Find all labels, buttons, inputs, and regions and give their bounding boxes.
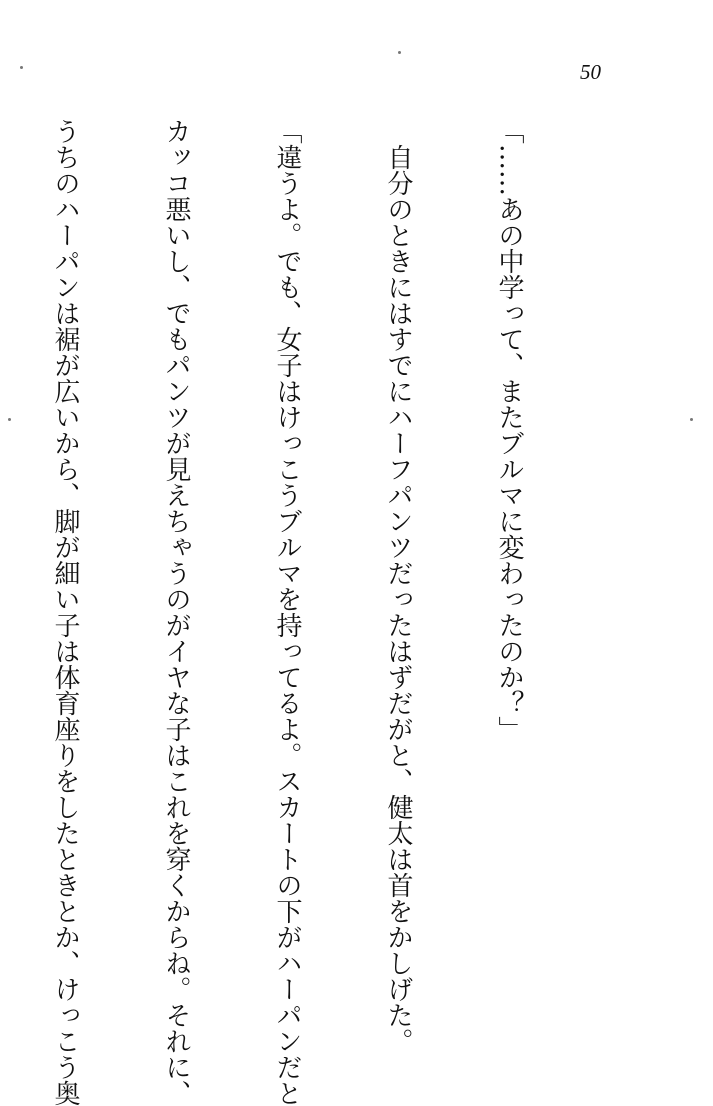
text-line: 「……あの中学って、またブルマに変わったのか？」 xyxy=(494,118,524,742)
text-line: 自分のときにはすでにハーフパンツだったはずだがと、健太は首をかしげた。 xyxy=(383,118,413,1054)
text-line: 「違うよ。でも、女子はけっこうブルマを持ってるよ。スカートの下がハーパンだと xyxy=(272,118,302,1106)
scan-speck xyxy=(8,418,11,421)
scan-speck xyxy=(20,66,23,69)
scan-speck xyxy=(690,418,693,421)
scan-speck xyxy=(398,51,401,54)
text-line: うちのハーパンは裾が広いから、脚が細い子は体育座りをしたときとか、けっこう奥 xyxy=(50,118,80,1106)
vertical-text-block xyxy=(50,118,601,1106)
page-number: 50 xyxy=(580,60,601,84)
text-line: カッコ悪いし、でもパンツが見えちゃうのがイヤな子はこれを穿くからね。それに、 xyxy=(161,118,191,1106)
